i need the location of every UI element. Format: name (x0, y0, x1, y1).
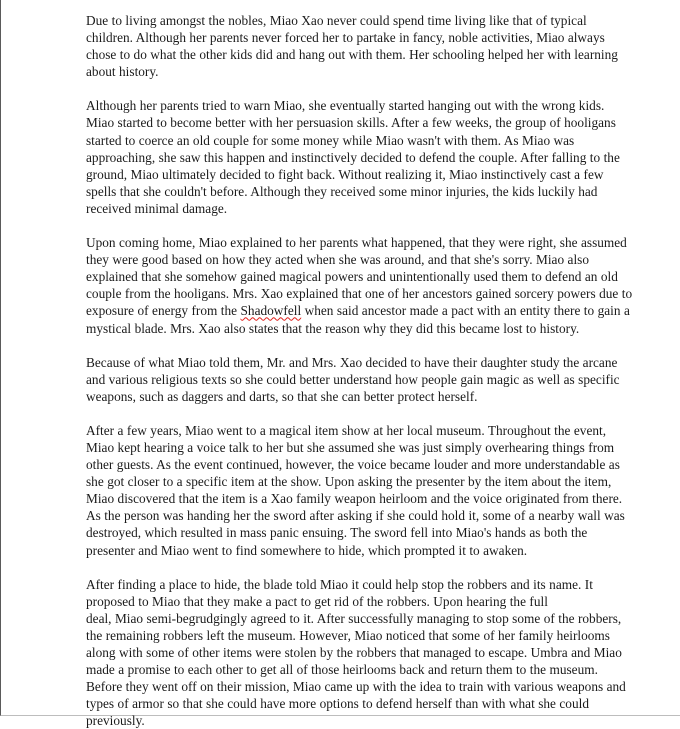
paragraph-6-line-1: After finding a place to hide, the blade told Miao it could help stop the robbers and its name. It proposed to Miao that they make a pact to get rid of the robbers. Upon hearing the full (86, 576, 597, 609)
paragraph-6-line-2: deal, Miao semi-begrudgingly agreed to it. After successfully managing to stop some of the robbers, the remaining robbers left the museum. However, Miao noticed that some of her family heirlooms along with some of other items were stolen by the robbers that managed to escape. Umbra and Miao made a promise to each other to get all of those heirlooms back and return them to the museum. Before they went off on their mission, Miao came up with the idea to train with various weapons and types of armor so that she could have more options to defend herself than with what she could previously. (86, 610, 630, 729)
paragraph-4: Because of what Miao told them, Mr. and Mrs. Xao decided to have their daughter study the arcane and various religious texts so she could better understand how people gain magic as well as specific weapons, such as daggers and darts, so that she can better protect herself. (86, 354, 624, 404)
paragraph-1: Due to living amongst the nobles, Miao Xao never could spend time living like that of typical children. Although her parents never forced her to partake in fancy, noble activities, Miao always chose to do what the other kids did and hang out with them. Her schooling helped her with learning about history. (86, 13, 622, 80)
paragraph-3-text-before-misspelling: Upon coming home, Miao explained to her parents what happened, that they were right, she assumed they were good based on how they acted when she was around, and that she's sorry. Miao also explained that she somehow gained magical powers and unintentionally used them to defend an old couple from the hooligans. Mrs. Xao explained that one of her ancestors gained sorcery powers due to exposure of energy from the (86, 235, 636, 319)
document-body (86, 12, 634, 729)
paragraph-3-text-after-misspelling: when said ancestor made a pact with an entity there to gain a mystical blade. Mrs. Xao also states that the reason why they did this became lost to history. (86, 303, 634, 336)
paragraph-6 (86, 576, 634, 729)
paragraph-3 (86, 234, 634, 337)
paragraph-2: Although her parents tried to warn Miao, she eventually started hanging out with the wrong kids. Miao started to become better with her persuasion skills. After a few weeks, the group of hooligans started to coerce an old couple for some money while Miao wasn't with them. As Miao was approaching, she saw this happen and instinctively decided to defend the couple. After falling to the ground, Miao ultimately decided to fight back. Without realizing it, Miao instinctively cast a few spells that she couldn't before. Although they received some minor injuries, the kids luckily had received minimal damage. (86, 98, 624, 216)
paragraph-5: After a few years, Miao went to a magical item show at her local museum. Throughout the event, Miao kept hearing a voice talk to her but she assumed she was just simply overhearing things from other guests. As the event continued, however, the voice became louder and more understandable as she got closer to a specific item at the show. Upon asking the presenter by the item about the item, Miao discovered that the item is a Xao family weapon heirloom and the voice originated from there. As the person was handing her the sword after asking if she could hold it, some of a nearby wall was destroyed, which resulted in mass panic ensuing. The sword fell into Miao's hands as both the presenter and Miao went to find somewhere to hide, which prompted it to awaken. (86, 422, 629, 558)
misspelled-word-shadowfell[interactable]: Shadowfell (240, 303, 302, 319)
